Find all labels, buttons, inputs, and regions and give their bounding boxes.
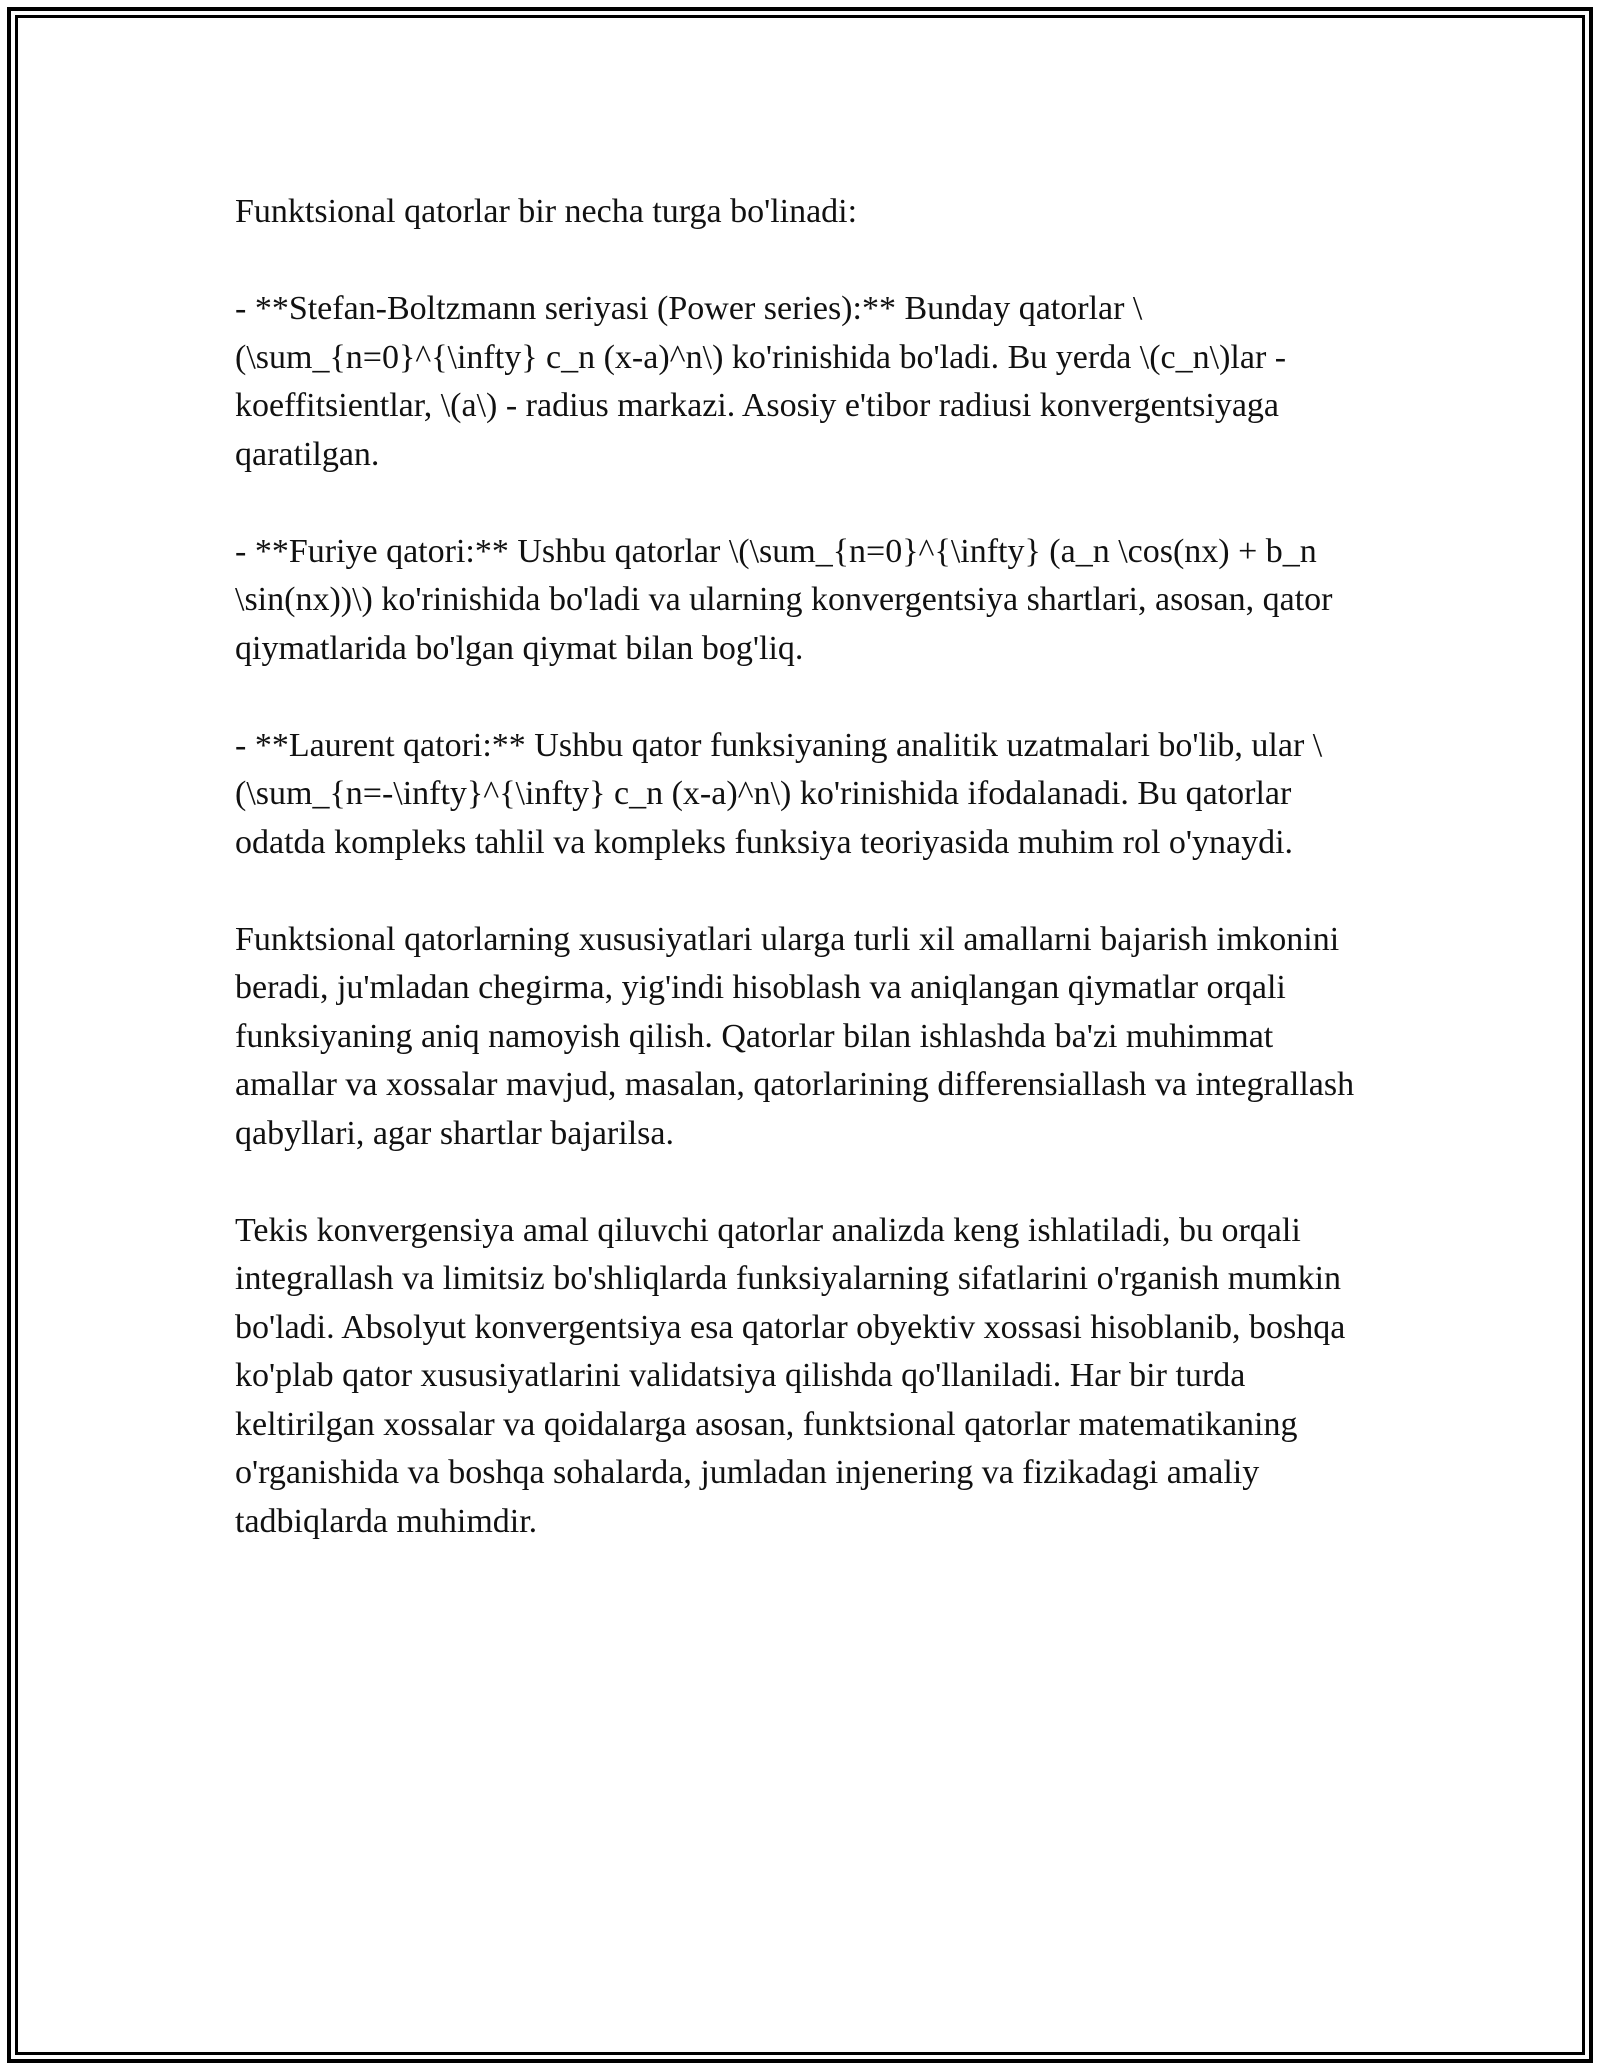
fourier-series-paragraph: - **Furiye qatori:** Ushbu qatorlar \(\sum_{n=0}^{\infty} (a_n \cos(nx) + b_n \sin(nx))\) ko'rinishida bo'ladi va ularning konvergentsiya shartlari, asosan, qator qiymatlarida bo'lgan qiymat bilan bog'liq.	[235, 532, 1333, 667]
document-body	[235, 188, 1365, 1595]
convergence-paragraph: Tekis konvergensiya amal qiluvchi qatorlar analizda keng ishlatiladi, bu orqali integrallash va limitsiz bo'shliqlarda funksiyalarning sifatlarini o'rganish mumkin bo'ladi. Absolyut konvergentsiya esa qatorlar obyektiv xossasi hisoblanib, boshqa ko'plab qator xususiyatlarini validatsiya qilishda qo'llaniladi. Har bir turda keltirilgan xossalar va qoidalarga asosan, funktsional qatorlar matematikaning o'rganishida va boshqa sohalarda, jumladan injenering va fizikadagi amaliy tadbiqlarda muhimdir.	[235, 1211, 1346, 1540]
laurent-series-paragraph: - **Laurent qatori:** Ushbu qator funksiyaning analitik uzatmalari bo'lib, ular \(\sum_{n=-\infty}^{\infty} c_n (x-a)^n\) ko'rinishida ifodalanadi. Bu qatorlar odatda kompleks tahlil va kompleks funksiya teoriyasida muhim rol o'ynaydi.	[235, 726, 1323, 861]
properties-paragraph: Funktsional qatorlarning xususiyatlari ularga turli xil amallarni bajarish imkonini beradi, ju'mladan chegirma, yig'indi hisoblash va aniqlangan qiymatlar orqali funksiyaning aniq namoyish qilish. Qatorlar bilan ishlashda ba'zi muhimmat amallar va xossalar mavjud, masalan, qatorlarining differensiallash va integrallash qabyllari, agar shartlar bajarilsa.	[235, 920, 1355, 1152]
intro-paragraph: Funktsional qatorlar bir necha turga bo'linadi:	[235, 193, 858, 230]
power-series-paragraph: - **Stefan-Boltzmann seriyasi (Power series):** Bunday qatorlar \(\sum_{n=0}^{\infty} c_n (x-a)^n\) ko'rinishida bo'ladi. Bu yerda \(c_n\)lar - koeffitsientlar, \(a\) - radius markazi. Asosiy e'tibor radiusi konvergentsiyaga qaratilgan.	[235, 290, 1287, 473]
